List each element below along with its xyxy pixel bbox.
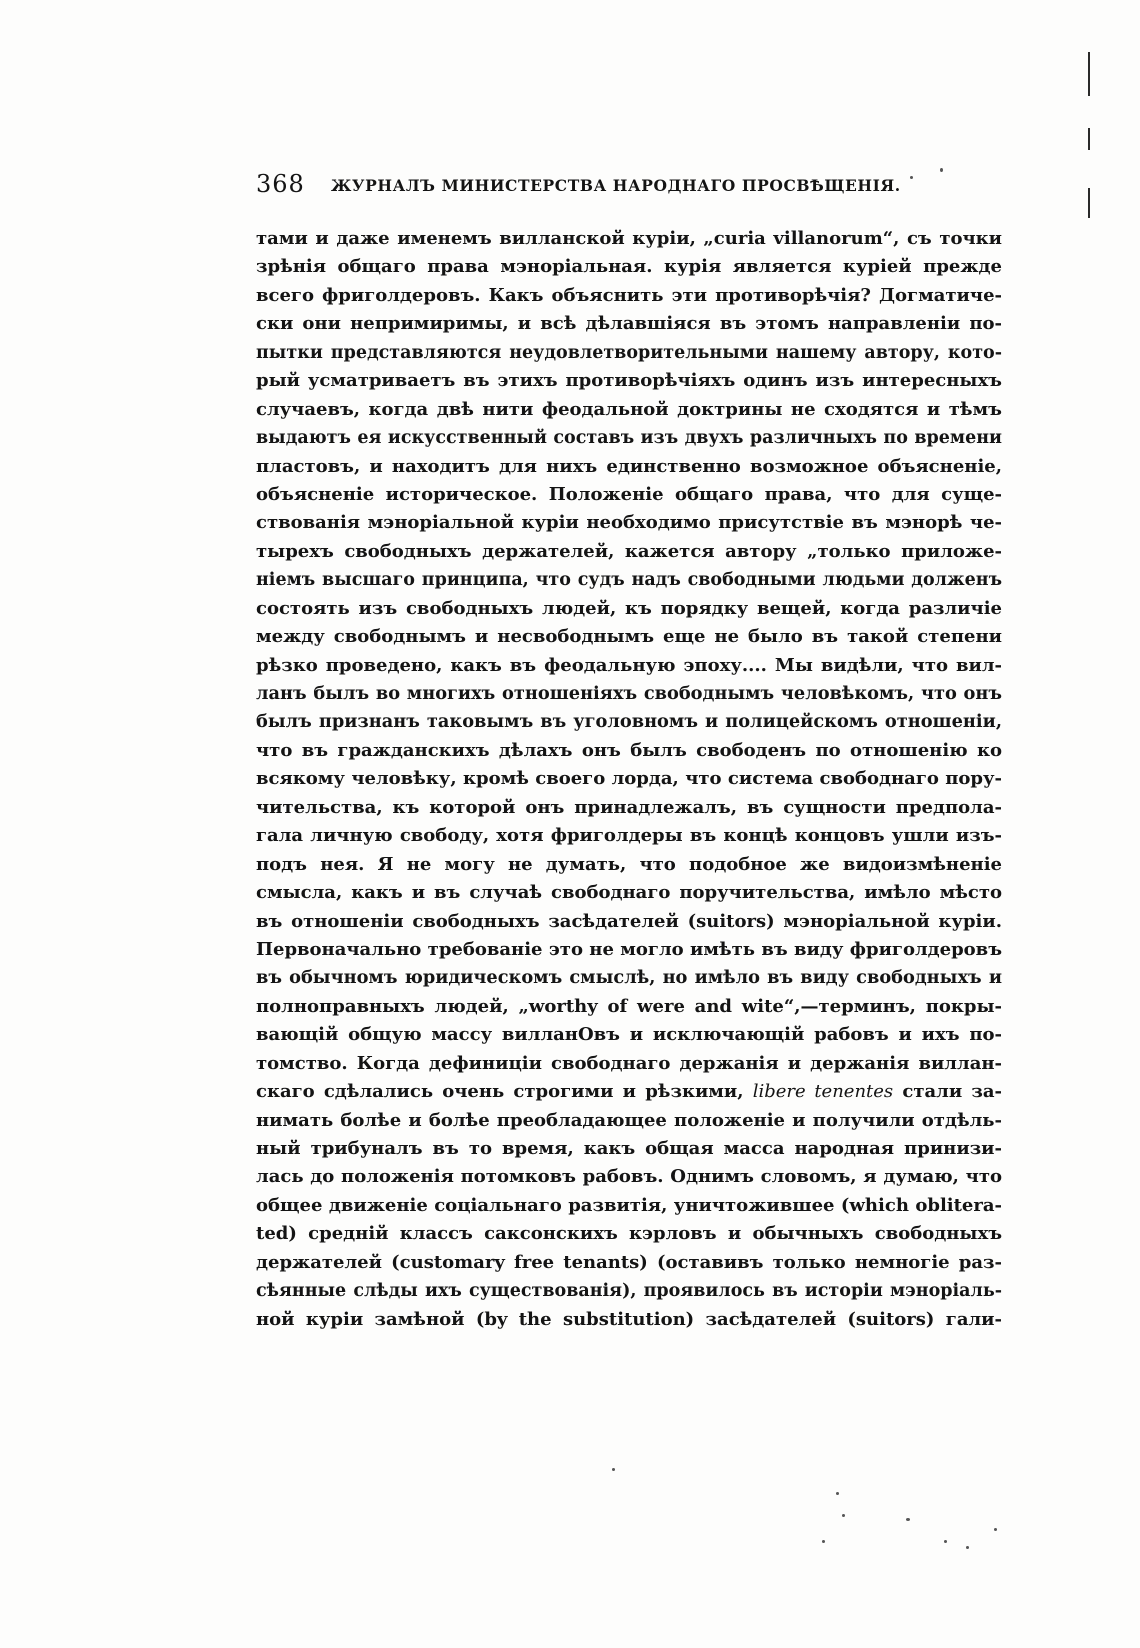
text-line: общее движеніе соціальнаго развитія, уничтожившее (which oblitera- <box>256 1194 1002 1216</box>
text-line: ный трибуналъ въ то время, какъ общая масса народная принизи- <box>256 1138 1002 1159</box>
scan-speck <box>612 1468 615 1471</box>
scan-speck <box>822 1540 825 1543</box>
text-line: въ обычномъ юридическомъ смыслѣ, но имѣло въ виду свободныхъ и <box>256 967 1002 989</box>
scan-speck <box>836 1492 839 1495</box>
text-line: гала личную свободу, хотя фриголдеры въ концѣ концовъ ушли изъ- <box>256 825 1002 847</box>
text-line: полноправныхъ людей, „worthy of were and wite“,—терминъ, покры- <box>256 995 1002 1017</box>
text-line: подъ нея. Я не могу не думать, что подобное же видоизмѣненіе <box>256 853 1002 875</box>
scan-speck <box>842 1514 845 1517</box>
text-line: томство. Когда дефиниціи свободнаго держанія и держанія виллан- <box>256 1052 1002 1074</box>
text-line: чительства, къ которой онъ принадлежалъ, въ сущности предпола- <box>256 796 1002 818</box>
text-line: въ отношеніи свободныхъ засѣдателей (suitors) мэноріальной куріи. <box>256 910 1002 932</box>
body-text <box>256 225 1002 1334</box>
scan-speck <box>940 168 943 172</box>
text-line: всего фриголдеровъ. Какъ объяснить эти противорѣчія? Догматиче- <box>256 284 1002 306</box>
text-line: ted) средній классъ саксонскихъ кэрловъ и обычныхъ свободныхъ <box>256 1223 1002 1245</box>
page-number: 368 <box>256 170 305 198</box>
text-line: Первоначально требованіе это не могло имѣть въ виду фриголдеровъ <box>256 938 1002 960</box>
scan-speck <box>966 1546 969 1549</box>
text-line: рый усматриваетъ въ этихъ противорѣчіяхъ одинъ изъ интересныхъ <box>256 370 1002 392</box>
text-line: выдаютъ ея искусственный составъ изъ двухъ различныхъ по времени <box>256 428 1002 449</box>
text-line: скаго сдѣлались очень строгими и рѣзкими, libere tenentes стали за- <box>256 1081 1002 1103</box>
text-line: смысла, какъ и въ случаѣ свободнаго поручительства, имѣло мѣсто <box>256 882 1002 904</box>
text-line: зрѣнія общаго права мэноріальная. курія является куріей прежде <box>256 256 1002 278</box>
scan-speck <box>994 1528 997 1531</box>
text-line: вающій общую массу вилланОвъ и исключающій рабовъ и ихъ по- <box>256 1024 1002 1046</box>
text-line: между свободнымъ и несвободнымъ еще не было въ такой степени <box>256 626 1002 648</box>
text-line: что въ гражданскихъ дѣлахъ онъ былъ свободенъ по отношенію ко <box>256 739 1002 761</box>
scan-edge-mark <box>1088 188 1090 218</box>
text-line: нимать болѣе и болѣе преобладающее положеніе и получили отдѣль- <box>256 1109 1002 1131</box>
running-title: ЖУРНАЛЪ МИНИСТЕРСТВА НАРОДНАГО ПРОСВѢЩЕНІЯ. <box>331 176 901 195</box>
text-line: былъ признанъ таковымъ въ уголовномъ и полицейскомъ отношеніи, <box>256 711 1002 733</box>
text-line: лась до положенія потомковъ рабовъ. Однимъ словомъ, я думаю, что <box>256 1166 1002 1188</box>
scan-speck <box>910 176 913 179</box>
text-line: рѣзко проведено, какъ въ феодальную эпоху.... Мы видѣли, что вил- <box>256 654 1002 676</box>
text-line: тырехъ свободныхъ держателей, кажется автору „только приложе- <box>256 540 1002 562</box>
text-line: ствованія мэноріальной куріи необходимо присутствіе въ мэнорѣ че- <box>256 512 1002 534</box>
scan-speck <box>906 1518 910 1521</box>
text-line: держателей (customary free tenants) (оставивъ только немногіе раз- <box>256 1251 1002 1273</box>
text-line: ной куріи замѣной (by the substitution) засѣдателей (suitors) гали- <box>256 1308 1002 1330</box>
scan-edge-mark <box>1088 52 1090 96</box>
text-line: ланъ былъ во многихъ отношеніяхъ свободнымъ человѣкомъ, что онъ <box>256 683 1002 704</box>
scan-speck <box>944 1540 947 1543</box>
latin-term: libere tenentes <box>752 1081 894 1103</box>
text-line: всякому человѣку, кромѣ своего лорда, что система свободнаго пору- <box>256 768 1002 790</box>
text-line: ски они непримиримы, и всѣ дѣлавшіяся въ этомъ направленіи по- <box>256 313 1002 335</box>
text-line: случаевъ, когда двѣ нити феодальной доктрины не сходятся и тѣмъ <box>256 398 1002 420</box>
text-line: пластовъ, и находитъ для нихъ единственно возможное объясненіе, <box>256 455 1002 477</box>
text-line: тами и даже именемъ вилланской куріи, „curia villanorum“, съ точки <box>256 228 1002 249</box>
page-header <box>256 170 1006 210</box>
text-line: сѣянные слѣды ихъ существованія), проявилось въ исторіи мэноріаль- <box>256 1281 1002 1302</box>
scan-edge-mark <box>1088 128 1090 150</box>
text-line: объясненіе историческое. Положеніе общаго права, что для суще- <box>256 483 1002 505</box>
text-line: ніемъ высшаго принципа, что судъ надъ свободными людьми долженъ <box>256 570 1002 591</box>
text-line: пытки представляются неудовлетворительными нашему автору, кото- <box>256 342 1002 363</box>
text-line: состоять изъ свободныхъ людей, къ порядку вещей, когда различіе <box>256 597 1002 619</box>
